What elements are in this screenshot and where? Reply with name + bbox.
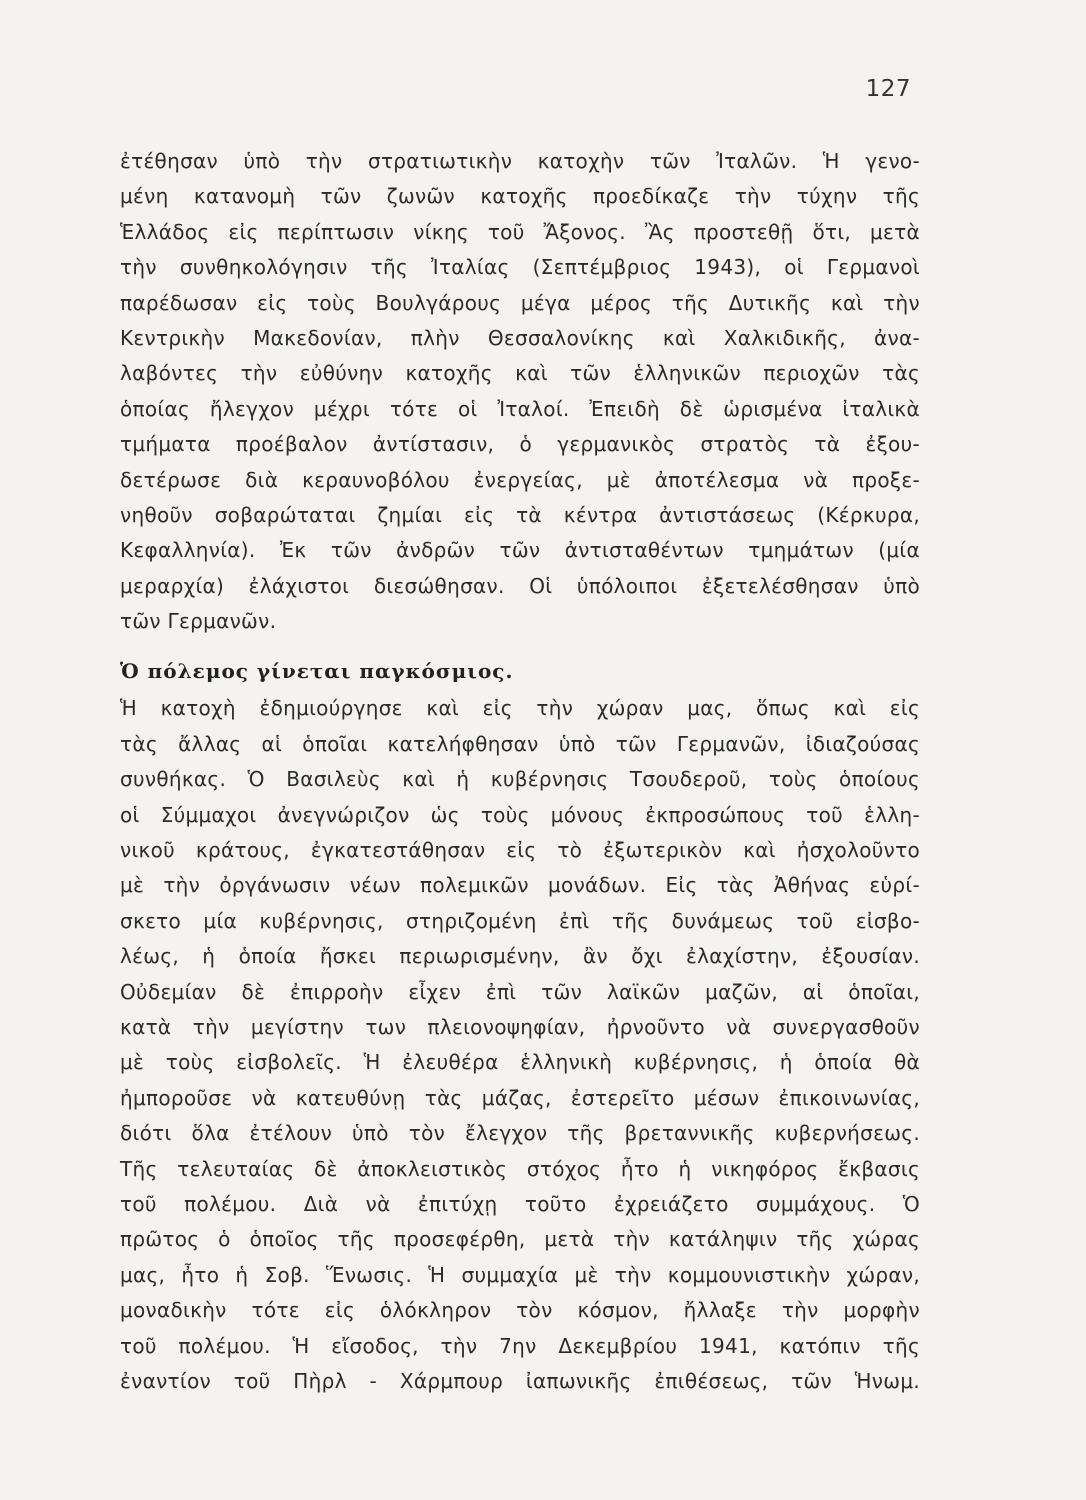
text-line: ἠμποροῦσε νὰ κατευθύνῃ τὰς μάζας, ἐστερεῖτο μέσων ἐπικοινωνίας, [120,1085,920,1110]
text-line: δετέρωσε διὰ κεραυνοβόλου ἐνεργείας, μὲ ἀποτέλεσμα νὰ προξε- [120,467,920,492]
text-line: ἐναντίον τοῦ Πὴρλ - Χάρμπουρ ἰαπωνικῆς ἐπιθέσεως, τῶν Ἡνωμ. [120,1368,920,1393]
text-line: συνθήκας. Ὁ Βασιλεὺς καὶ ἡ κυβέρνησις Τσουδεροῦ, τοὺς ὁποίους [120,767,920,792]
text-line: Ἑλλάδος εἰς περίπτωσιν νίκης τοῦ Ἄξονος. Ἂς προστεθῇ ὅτι, μετὰ [120,219,920,244]
text-line: τμήματα προέβαλον ἀντίστασιν, ὁ γερμανικὸς στρατὸς τὰ ἐξου- [120,432,920,457]
text-line: ὁποίας ἤλεγχον μέχρι τότε οἱ Ἰταλοί. Ἐπειδὴ δὲ ὡρισμένα ἰταλικὰ [120,396,920,421]
text-line: νηθοῦν σοβαρώταται ζημίαι εἰς τὰ κέντρα ἀντιστάσεως (Κέρκυρα, [120,502,920,527]
page-number: 127 [865,76,911,102]
text-line: Κεφαλληνία). Ἐκ τῶν ἀνδρῶν τῶν ἀντισταθέντων τμημάτων (μία [120,538,920,563]
text-line: μοναδικὴν τότε εἰς ὁλόκληρον τὸν κόσμον, ἤλλαξε τὴν μορφὴν [120,1298,920,1323]
text-line: τῶν Γερμανῶν. [120,609,277,634]
text-line: Οὐδεμίαν δὲ ἐπιρροὴν εἶχεν ἐπὶ τῶν λαϊκῶν μαζῶν, αἱ ὁποῖαι, [120,979,920,1004]
text-line: σκετο μία κυβέρνησις, στηριζομένη ἐπὶ τῆς δυνάμεως τοῦ εἰσβο- [120,908,920,933]
text-line: τὴν συνθηκολόγησιν τῆς Ἰταλίας (Σεπτέμβριος 1943), οἱ Γερμανοὶ [120,255,920,280]
text-line: Ἡ κατοχὴ ἐδημιούργησε καὶ εἰς τὴν χώραν μας, ὅπως καὶ εἰς [120,696,920,721]
text-line: μένη κατανομὴ τῶν ζωνῶν κατοχῆς προεδίκαζε τὴν τύχην τῆς [120,184,920,209]
paragraph-occupation [120,144,920,639]
text-line: μας, ἦτο ἡ Σοβ. Ἕνωσις. Ἡ συμμαχία μὲ τὴν κομμουνιστικὴν χώραν, [120,1262,920,1287]
text-line: τοῦ πολέμου. Ἡ εἴσοδος, τὴν 7ην Δεκεμβρίου 1941, κατόπιν τῆς [120,1333,920,1358]
text-line: λέως, ἡ ὁποία ἤσκει περιωρισμένην, ἂν ὄχι ἐλαχίστην, ἐξουσίαν. [120,944,920,969]
section-heading: Ὁ πόλεμος γίνεται παγκόσμιος. [120,659,514,684]
text-line: τὰς ἄλλας αἱ ὁποῖαι κατελήφθησαν ὑπὸ τῶν Γερμανῶν, ἰδιαζούσας [120,731,920,756]
text-line: μὲ τὴν ὀργάνωσιν νέων πολεμικῶν μονάδων. Εἰς τὰς Ἀθήνας εὑρί- [120,873,920,898]
text-line: Τῆς τελευταίας δὲ ἀποκλειστικὸς στόχος ἦτο ἡ νικηφόρος ἔκβασις [120,1156,920,1181]
text-line: Κεντρικὴν Μακεδονίαν, πλὴν Θεσσαλονίκης καὶ Χαλκιδικῆς, ἀνα- [120,325,920,350]
text-line: μὲ τοὺς εἰσβολεῖς. Ἡ ἐλευθέρα ἑλληνικὴ κυβέρνησις, ἡ ὁποία θὰ [120,1050,920,1075]
paragraph-world-war [120,691,920,1399]
text-line: ἐτέθησαν ὑπὸ τὴν στρατιωτικὴν κατοχὴν τῶν Ἰταλῶν. Ἡ γενο- [120,149,920,173]
text-line: πρῶτος ὁ ὁποῖος τῆς προσεφέρθη, μετὰ τὴν κατάληψιν τῆς χώρας [120,1227,920,1252]
text-line: κατὰ τὴν μεγίστην των πλειονοψηφίαν, ἠρνοῦντο νὰ συνεργασθοῦν [120,1014,920,1039]
text-line: οἱ Σύμμαχοι ἀνεγνώριζον ὡς τοὺς μόνους ἐκπροσώπους τοῦ ἑλλη- [120,802,920,827]
body-text [120,144,920,1399]
text-line: τοῦ πολέμου. Διὰ νὰ ἐπιτύχῃ τοῦτο ἐχρειάζετο συμμάχους. Ὁ [120,1191,920,1216]
text-line: διότι ὅλα ἐτέλουν ὑπὸ τὸν ἔλεγχον τῆς βρεταννικῆς κυβερνήσεως. [120,1121,920,1146]
text-line: νικοῦ κράτους, ἐγκατεστάθησαν εἰς τὸ ἐξωτερικὸν καὶ ἠσχολοῦντο [120,838,920,863]
text-line: μεραρχία) ἐλάχιστοι διεσώθησαν. Οἱ ὑπόλοιποι ἐξετελέσθησαν ὑπὸ [120,573,920,598]
text-line: παρέδωσαν εἰς τοὺς Βουλγάρους μέγα μέρος τῆς Δυτικῆς καὶ τὴν [120,290,920,315]
text-line: λαβόντες τὴν εὐθύνην κατοχῆς καὶ τῶν ἑλληνικῶν περιοχῶν τὰς [120,361,920,386]
